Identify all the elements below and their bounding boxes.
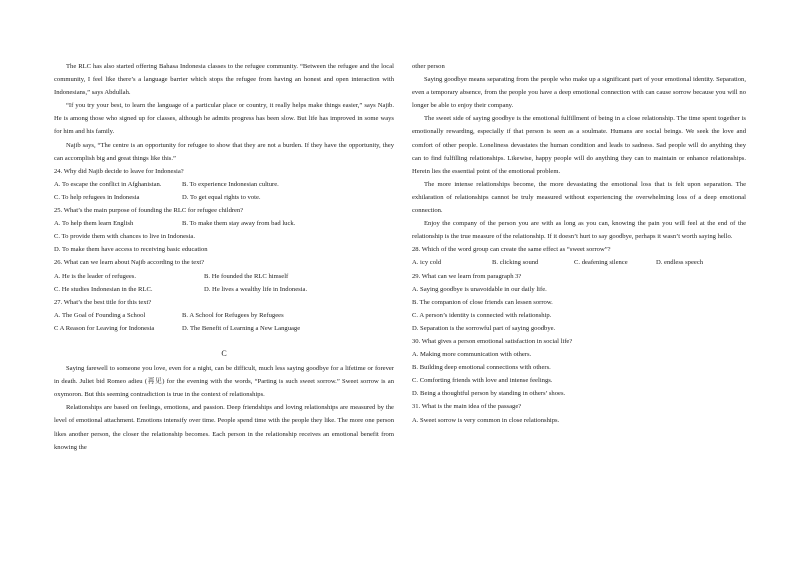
passage-paragraph: The sweet side of saying goodbye is the emotional fulfillment of being in a close relationship. The time spent together is emotionally rewarding, especially if that person is seen as a soulmate. Humans are social beings. We seek the love and comfort of other people. Loneliness devastates the human condition and leads to sadness. Sad people will do anything they can to find fulfilling relationships. Likewise, happy people will do anything they can to maintain or enhance relationships. Herein lies the essential point of the emotional problem. bbox=[412, 115, 746, 175]
section-heading-c: C bbox=[221, 348, 227, 358]
option-c: C. He studies Indonesian in the RLC. bbox=[54, 285, 153, 293]
question-25-options-ab bbox=[54, 217, 394, 230]
option-c: C. A person’s identity is connected with relationship. bbox=[412, 311, 552, 319]
option-d: D. To make them have access to receiving basic education bbox=[54, 246, 208, 254]
option-b: B. To experience Indonesian culture. bbox=[182, 180, 279, 188]
option-d: D. endless speech bbox=[656, 259, 704, 267]
option-d: D. Separation is the sorrowful part of saying goodbye. bbox=[412, 324, 556, 332]
passage-paragraph: Enjoy the company of the person you are with as long as you can, knowing the pain you will feel at the end of the relationship is the true measure of the relationship. If it doesn’t hurt to say goodbye, perhaps it wasn’t worth saying hello. bbox=[412, 220, 746, 241]
option-c: C. To help refugees in Indonesia bbox=[54, 193, 140, 201]
option-c: C. deafening silence bbox=[574, 259, 628, 267]
passage-paragraph: The more intense relationships become, the more devastating the emotional loss that is felt upon separation. The exhilaration of relationships cannot be truly measured without experiencing the overwhelming loss of a deep emotional connection. bbox=[412, 180, 746, 215]
option-b: B. Building deep emotional connections with others. bbox=[412, 364, 551, 372]
question-24-options-ab bbox=[54, 178, 394, 191]
option-b: B. The companion of close friends can lessen sorrow. bbox=[412, 298, 553, 306]
option-a: A. The Goal of Founding a School bbox=[54, 311, 146, 319]
question-26-options-cd bbox=[54, 283, 394, 296]
question-31-stem: 31. What is the main idea of the passage? bbox=[412, 403, 522, 411]
question-24-options-cd bbox=[54, 191, 394, 204]
option-a: A. To help them learn English bbox=[54, 220, 134, 228]
question-26-stem: 26. What can we learn about Najib according to the text? bbox=[54, 259, 205, 267]
question-27-options-ab bbox=[54, 309, 394, 322]
passage-paragraph: other person bbox=[412, 63, 445, 70]
left-column bbox=[54, 60, 394, 454]
passage-paragraph: Najib says, “The centre is an opportunity for refugee to show that they are not a burden. If they have the opportunity, they can accomplish big and great things like this.” bbox=[54, 141, 394, 162]
passage-paragraph: The RLC has also started offering Bahasa Indonesia classes to the refugee community. “Between the refugee and the local community, I feel like there’s a language barrier which stops the refugee from having an honest and open interaction with Indonesians,” says Abdullah. bbox=[54, 63, 394, 97]
option-a: A. Making more communication with others. bbox=[412, 351, 532, 359]
question-27-stem: 27. What’s the best title for this text? bbox=[54, 298, 152, 306]
question-24-stem: 24. Why did Najib decide to leave for Indonesia? bbox=[54, 167, 184, 175]
option-b: B. He founded the RLC himself bbox=[204, 272, 289, 280]
option-d: D. To get equal rights to vote. bbox=[182, 193, 261, 201]
option-c: C. Comforting friends with love and intense feelings. bbox=[412, 377, 553, 385]
right-column bbox=[412, 60, 746, 427]
question-29-stem: 29. What can we learn from paragraph 3? bbox=[412, 272, 522, 280]
question-25-stem: 25. What’s the main purpose of founding the RLC for refugee children? bbox=[54, 207, 244, 215]
option-d: D. He lives a wealthy life in Indonesia. bbox=[204, 285, 308, 293]
option-d: D. Being a thoughtful person by standing in others’ shoes. bbox=[412, 390, 566, 398]
passage-paragraph: Saying goodbye means separating from the people who make up a significant part of your emotional identity. Separation, even a temporary absence, from the people you have a deep emotional connection with can cause sorrow because you will no longer be able to enjoy their company. bbox=[412, 76, 746, 110]
option-a: A. He is the leader of refugees. bbox=[54, 272, 137, 280]
option-b: B. To make them stay away from bad luck. bbox=[182, 220, 296, 228]
option-c: C. To provide them with chances to live in Indonesia. bbox=[54, 233, 195, 241]
option-a: A. icy cold bbox=[412, 259, 442, 267]
passage-paragraph: “If you try your best, to learn the language of a particular place or country, it really helps make things easier,” says Najib. He is among those who signed up for classes, although he admits progress has been slow. But life has improved in some ways for him and his family. bbox=[54, 102, 394, 136]
question-27-options-cd bbox=[54, 322, 394, 335]
option-a: A. Saying goodbye is unavoidable in our daily life. bbox=[412, 285, 547, 293]
option-c: C A Reason for Leaving for Indonesia bbox=[54, 324, 155, 332]
option-b: B. clicking sound bbox=[492, 259, 539, 267]
question-28-options bbox=[412, 256, 746, 269]
passage-paragraph: Saying farewell to someone you love, even for a night, can be difficult, much less saying goodbye for a lifetime or forever in death. Juliet bid Romeo adieu (再见) for the evening with the words, “Parting is such sweet sorrow.” Sweet sorrow is an oxymoron. But this seeming contradiction is true in the context of relationships. bbox=[54, 365, 394, 399]
question-26-options-ab bbox=[54, 270, 394, 283]
option-a: A. Sweet sorrow is very common in close relationships. bbox=[412, 416, 560, 424]
option-a: A. To escape the conflict in Afghanistan. bbox=[54, 180, 162, 188]
passage-paragraph: Relationships are based on feelings, emotions, and passion. Deep friendships and loving relationships are measured by the level of emotional attachment. Emotions intensify over time. People spend time with the people they like. The more one person likes another person, the closer the relationship becomes. Each person in the relationship receives an emotional benefit from knowing the bbox=[54, 404, 394, 451]
option-b: B. A School for Refugees by Refugees bbox=[182, 311, 284, 319]
question-28-stem: 28. Which of the word group can create the same effect as “sweet sorrow”? bbox=[412, 246, 611, 254]
option-d: D. The Benefit of Learning a New Language bbox=[182, 324, 301, 332]
question-30-stem: 30. What gives a person emotional satisfaction in social life? bbox=[412, 337, 573, 345]
